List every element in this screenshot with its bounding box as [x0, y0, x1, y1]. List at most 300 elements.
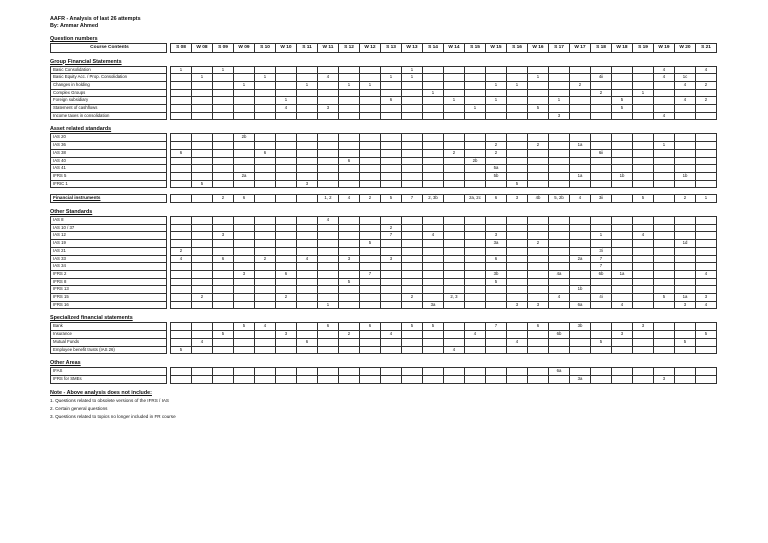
value-cell: 2 [675, 195, 696, 203]
value-cell [381, 157, 402, 165]
question-numbers-label: Question numbers [50, 36, 98, 42]
value-cell [591, 224, 612, 232]
value-cell [570, 165, 591, 173]
value-cell [465, 112, 486, 120]
value-cell [654, 368, 675, 376]
value-cell [486, 294, 507, 302]
value-cell [528, 376, 549, 384]
value-cell [465, 346, 486, 354]
value-cell [360, 247, 381, 255]
value-cell [276, 263, 297, 271]
value-cell [591, 180, 612, 188]
value-cell [612, 81, 633, 89]
value-cell [654, 180, 675, 188]
table-row [51, 368, 717, 376]
value-cell [318, 294, 339, 302]
value-cell [696, 232, 717, 240]
value-cell [549, 66, 570, 74]
row-label: IFRS 8 [51, 278, 167, 286]
value-cell [486, 286, 507, 294]
value-cell [633, 134, 654, 142]
value-cell: 4 [696, 270, 717, 278]
value-cell [339, 172, 360, 180]
value-cell [528, 180, 549, 188]
value-cell: 7 [591, 263, 612, 271]
value-cell [654, 232, 675, 240]
value-cell [423, 217, 444, 225]
value-cell [318, 270, 339, 278]
column-header: W 10 [276, 44, 297, 53]
value-cell: 3i [591, 247, 612, 255]
value-cell [318, 157, 339, 165]
column-header: W 14 [444, 44, 465, 53]
value-cell [318, 180, 339, 188]
value-cell [570, 224, 591, 232]
value-cell [465, 165, 486, 173]
value-cell [360, 142, 381, 150]
value-cell [444, 263, 465, 271]
value-cell [633, 294, 654, 302]
value-cell [423, 255, 444, 263]
value-cell [360, 97, 381, 105]
value-cell [696, 376, 717, 384]
value-cell [633, 217, 654, 225]
value-cell [654, 97, 675, 105]
value-cell [192, 142, 213, 150]
value-cell: 3 [276, 331, 297, 339]
value-cell: 6 [381, 97, 402, 105]
value-cell [381, 346, 402, 354]
value-cell [570, 97, 591, 105]
value-cell [696, 346, 717, 354]
value-cell [297, 217, 318, 225]
value-cell [360, 89, 381, 97]
value-cell: 4 [192, 338, 213, 346]
value-cell [654, 286, 675, 294]
column-header: S 17 [549, 44, 570, 53]
value-cell [402, 232, 423, 240]
value-cell [612, 286, 633, 294]
value-cell [360, 278, 381, 286]
value-cell [633, 180, 654, 188]
value-cell [255, 240, 276, 248]
value-cell [213, 134, 234, 142]
value-cell [549, 346, 570, 354]
value-cell [423, 346, 444, 354]
value-cell [507, 263, 528, 271]
value-cell [486, 331, 507, 339]
value-cell [507, 346, 528, 354]
value-cell: 6 [486, 255, 507, 263]
value-cell [570, 232, 591, 240]
value-cell [486, 74, 507, 82]
value-cell [171, 81, 192, 89]
value-cell: 1 [402, 74, 423, 82]
value-cell [213, 263, 234, 271]
value-cell [528, 270, 549, 278]
value-cell [654, 165, 675, 173]
value-cell [654, 263, 675, 271]
value-cell [213, 294, 234, 302]
value-cell: 1 [528, 74, 549, 82]
value-cell [423, 224, 444, 232]
value-cell [255, 81, 276, 89]
value-cell [696, 89, 717, 97]
column-header: S 08 [171, 44, 192, 53]
value-cell [507, 294, 528, 302]
value-cell: 6ii [591, 149, 612, 157]
value-cell [654, 240, 675, 248]
value-cell [675, 149, 696, 157]
value-cell [444, 224, 465, 232]
value-cell [507, 232, 528, 240]
value-cell [213, 376, 234, 384]
value-cell [213, 149, 234, 157]
value-cell [234, 240, 255, 248]
column-header: W 17 [570, 44, 591, 53]
value-cell [528, 97, 549, 105]
value-cell: 2 [570, 81, 591, 89]
column-header: S 11 [297, 44, 318, 53]
value-cell [255, 97, 276, 105]
notes-title: Note - Above analysis does not include: [50, 389, 152, 396]
value-cell [171, 195, 192, 203]
value-cell [276, 180, 297, 188]
value-cell [591, 81, 612, 89]
value-cell [654, 105, 675, 113]
value-cell: 3 [318, 105, 339, 113]
financial-instruments-label: Financial instruments [51, 195, 167, 203]
value-cell [423, 294, 444, 302]
section-title: Specialized financial statements [50, 315, 133, 322]
value-cell: 4 [276, 105, 297, 113]
value-cell [591, 134, 612, 142]
value-cell [255, 346, 276, 354]
value-cell [633, 255, 654, 263]
value-cell: 1a [570, 142, 591, 150]
value-cell: 6 [360, 323, 381, 331]
value-cell [633, 376, 654, 384]
value-cell [402, 270, 423, 278]
value-cell: 1 [402, 66, 423, 74]
value-cell [192, 323, 213, 331]
value-cell: 7 [402, 195, 423, 203]
value-cell: 1a [612, 270, 633, 278]
value-cell [255, 376, 276, 384]
value-cell [612, 323, 633, 331]
value-cell [360, 112, 381, 120]
value-cell [360, 368, 381, 376]
value-cell [675, 255, 696, 263]
value-cell: 2a [234, 172, 255, 180]
value-cell [276, 74, 297, 82]
value-cell [360, 224, 381, 232]
value-cell [486, 217, 507, 225]
value-cell [339, 149, 360, 157]
value-cell [255, 112, 276, 120]
value-cell [465, 142, 486, 150]
value-cell: 5 [591, 338, 612, 346]
value-cell [339, 247, 360, 255]
value-cell: 4ii [591, 74, 612, 82]
section-table [50, 367, 717, 383]
value-cell [234, 180, 255, 188]
value-cell [381, 247, 402, 255]
value-cell [591, 286, 612, 294]
value-cell [276, 157, 297, 165]
section-table [50, 322, 717, 354]
value-cell: 5 [339, 278, 360, 286]
value-cell [570, 368, 591, 376]
value-cell [192, 217, 213, 225]
value-cell [633, 301, 654, 309]
value-cell [318, 149, 339, 157]
value-cell [570, 217, 591, 225]
value-cell [255, 165, 276, 173]
value-cell: 1 [360, 81, 381, 89]
value-cell [234, 338, 255, 346]
value-cell: 4 [465, 331, 486, 339]
value-cell: 5 [381, 195, 402, 203]
value-cell: 4 [654, 66, 675, 74]
value-cell [591, 172, 612, 180]
value-cell [444, 301, 465, 309]
value-cell [570, 338, 591, 346]
value-cell [423, 368, 444, 376]
value-cell [402, 217, 423, 225]
value-cell: 2 [402, 294, 423, 302]
value-cell [423, 278, 444, 286]
value-cell [339, 66, 360, 74]
value-cell [318, 97, 339, 105]
value-cell: 4 [675, 81, 696, 89]
value-cell [654, 149, 675, 157]
value-cell [465, 338, 486, 346]
value-cell [549, 301, 570, 309]
value-cell [213, 172, 234, 180]
value-cell [675, 112, 696, 120]
row-label: IAS 20 [51, 134, 167, 142]
value-cell: 1d [675, 240, 696, 248]
value-cell [465, 224, 486, 232]
value-cell [297, 89, 318, 97]
value-cell [633, 149, 654, 157]
value-cell [675, 346, 696, 354]
value-cell [171, 286, 192, 294]
value-cell [591, 142, 612, 150]
value-cell [171, 263, 192, 271]
value-cell [612, 149, 633, 157]
row-label: Income taxes in consolidation [51, 112, 167, 120]
section-title: Other Areas [50, 360, 81, 367]
value-cell [339, 74, 360, 82]
value-cell [654, 224, 675, 232]
value-cell [171, 89, 192, 97]
value-cell [360, 165, 381, 173]
value-cell [528, 224, 549, 232]
row-label: IAS 33 [51, 255, 167, 263]
value-cell [696, 74, 717, 82]
value-cell: 4 [171, 255, 192, 263]
value-cell [381, 278, 402, 286]
value-cell [234, 263, 255, 271]
value-cell [696, 247, 717, 255]
value-cell [591, 301, 612, 309]
value-cell [444, 195, 465, 203]
value-cell [234, 97, 255, 105]
value-cell [192, 255, 213, 263]
value-cell: 2 [171, 247, 192, 255]
value-cell: 2 [276, 294, 297, 302]
value-cell [549, 240, 570, 248]
value-cell [549, 376, 570, 384]
value-cell [276, 247, 297, 255]
value-cell: 5b [486, 172, 507, 180]
value-cell [591, 323, 612, 331]
value-cell [234, 368, 255, 376]
value-cell [192, 263, 213, 271]
value-cell [402, 240, 423, 248]
value-cell [276, 172, 297, 180]
value-cell [612, 157, 633, 165]
report-author: By: Ammar Ahmed [50, 23, 99, 29]
value-cell [255, 142, 276, 150]
value-cell [381, 172, 402, 180]
value-cell: 5 [633, 195, 654, 203]
value-cell [402, 376, 423, 384]
value-cell [696, 323, 717, 331]
value-cell: 1 [591, 232, 612, 240]
value-cell [549, 142, 570, 150]
value-cell: 5 [213, 331, 234, 339]
value-cell [654, 331, 675, 339]
value-cell [402, 105, 423, 113]
value-cell [465, 286, 486, 294]
value-cell: 4 [549, 294, 570, 302]
value-cell [696, 278, 717, 286]
value-cell [465, 270, 486, 278]
value-cell [570, 331, 591, 339]
value-cell: 6 [213, 255, 234, 263]
value-cell [549, 255, 570, 263]
value-cell: 3b [570, 323, 591, 331]
value-cell: 4 [423, 232, 444, 240]
value-cell [276, 301, 297, 309]
value-cell [171, 240, 192, 248]
value-cell [339, 338, 360, 346]
value-cell [507, 323, 528, 331]
value-cell: 6 [339, 157, 360, 165]
value-cell [570, 263, 591, 271]
value-cell [360, 338, 381, 346]
value-cell: 4 [381, 331, 402, 339]
value-cell: 4 [654, 74, 675, 82]
value-cell: 2 [339, 331, 360, 339]
value-cell [570, 278, 591, 286]
value-cell: 3b [486, 270, 507, 278]
value-cell [696, 286, 717, 294]
value-cell [675, 66, 696, 74]
value-cell [465, 232, 486, 240]
value-cell [528, 331, 549, 339]
value-cell [360, 331, 381, 339]
row-label: IFRIC 1 [51, 180, 167, 188]
value-cell [297, 331, 318, 339]
value-cell [297, 278, 318, 286]
value-cell [213, 89, 234, 97]
value-cell [360, 286, 381, 294]
value-cell [297, 66, 318, 74]
value-cell [192, 89, 213, 97]
value-cell: 5 [486, 278, 507, 286]
value-cell [696, 157, 717, 165]
value-cell: 6 [276, 270, 297, 278]
value-cell: 3 [549, 112, 570, 120]
value-cell: 4 [675, 97, 696, 105]
value-cell [255, 224, 276, 232]
value-cell [612, 195, 633, 203]
value-cell [528, 294, 549, 302]
value-cell: 5 [507, 180, 528, 188]
value-cell [528, 149, 549, 157]
value-cell: 4 [696, 301, 717, 309]
value-cell: 3a [423, 301, 444, 309]
section-table [50, 216, 717, 309]
value-cell [444, 286, 465, 294]
value-cell [381, 112, 402, 120]
value-cell [234, 224, 255, 232]
value-cell [192, 112, 213, 120]
value-cell [612, 180, 633, 188]
value-cell [549, 134, 570, 142]
value-cell [591, 66, 612, 74]
value-cell: 2, 3 [444, 294, 465, 302]
value-cell [591, 331, 612, 339]
value-cell: 1 [192, 74, 213, 82]
value-cell [549, 278, 570, 286]
row-label: Changes in holding [51, 81, 167, 89]
value-cell [381, 142, 402, 150]
column-header: S 09 [213, 44, 234, 53]
value-cell: 2 [486, 149, 507, 157]
row-label: Foreign subsidiary [51, 97, 167, 105]
value-cell [549, 338, 570, 346]
value-cell [528, 263, 549, 271]
value-cell [234, 142, 255, 150]
value-cell [570, 134, 591, 142]
value-cell [402, 278, 423, 286]
table-row [51, 217, 717, 225]
value-cell [381, 286, 402, 294]
value-cell: 3 [675, 301, 696, 309]
value-cell [318, 172, 339, 180]
value-cell [318, 224, 339, 232]
table-row [51, 232, 717, 240]
value-cell: 6 [528, 323, 549, 331]
value-cell [654, 270, 675, 278]
value-cell [213, 217, 234, 225]
value-cell [234, 149, 255, 157]
row-label: Complex Groups [51, 89, 167, 97]
value-cell [612, 247, 633, 255]
value-cell [402, 134, 423, 142]
value-cell [339, 263, 360, 271]
value-cell [381, 180, 402, 188]
value-cell [234, 301, 255, 309]
value-cell [675, 180, 696, 188]
value-cell: 2 [486, 142, 507, 150]
row-label: IAS 10 / 37 [51, 224, 167, 232]
